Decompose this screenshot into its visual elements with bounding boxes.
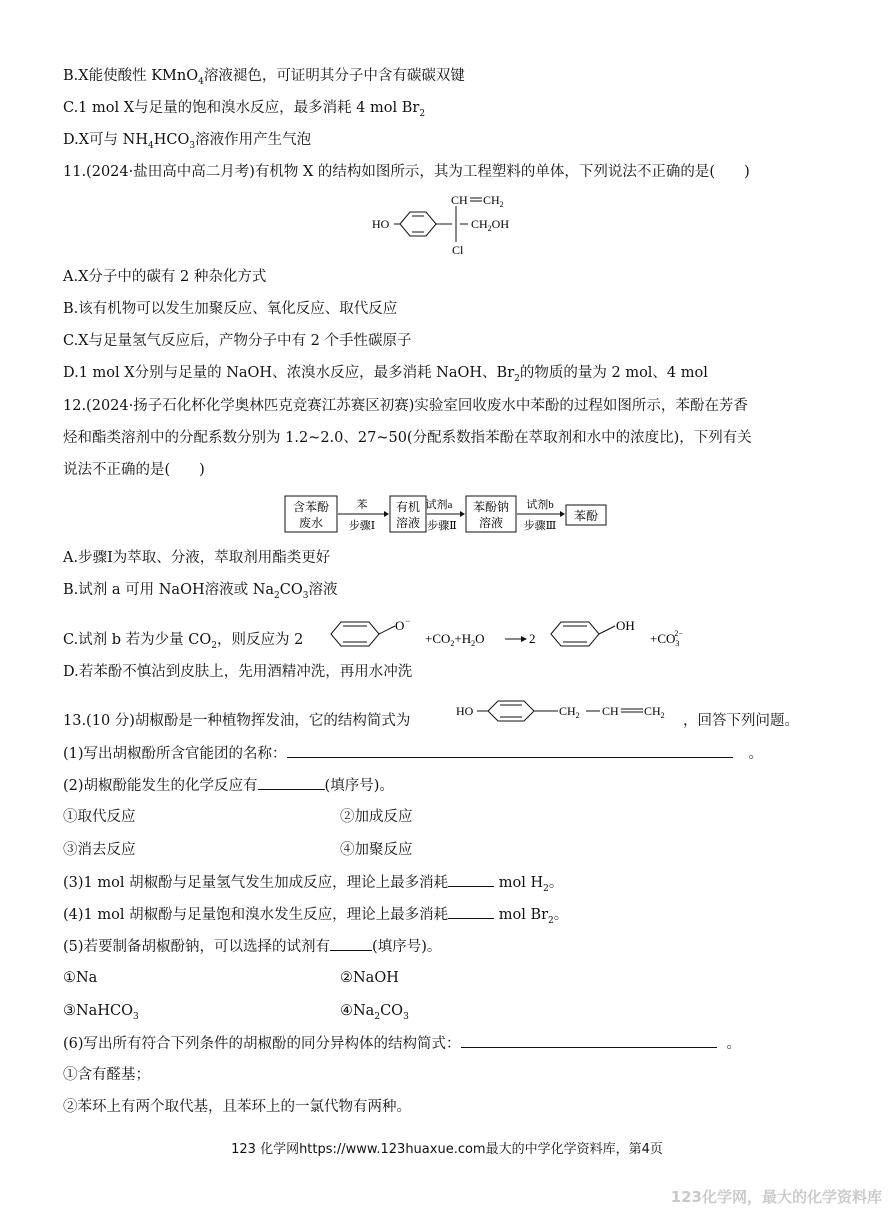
q13-condition-2: ②苯环上有两个取代基，且苯环上的一氯代物有两种。	[63, 1099, 411, 1115]
q10-option-d: D.X可与 $NH_4HCO_3$溶液作用产生气泡	[63, 132, 312, 151]
q13-reagent-3: ③NaHCO$_3$	[63, 1003, 139, 1022]
q13-option-3: ③消去反应	[63, 842, 136, 858]
svg-text:CH2: $CH_2$	[483, 193, 504, 209]
q13-option-2: ②加成反应	[340, 809, 413, 825]
q13-reagent-1: ①Na	[63, 970, 98, 986]
q13-part6: (6)写出所有符合下列条件的胡椒酚的同分异构体的结构简式： 。	[63, 1033, 741, 1054]
svg-text:CH	[451, 193, 468, 207]
q13-stem-end: ，回答下列问题。	[683, 713, 799, 729]
q13-ho: HO	[456, 704, 474, 718]
q13-part2: (2)胡椒酚能发生的化学反应有 (填序号)。	[63, 775, 394, 796]
q13-stem: 13.(10 分)胡椒酚是一种植物挥发油，它的结构简式为	[63, 713, 411, 729]
q13-structure-diagram	[454, 698, 679, 724]
q13-answer-blank-1[interactable]	[287, 743, 733, 758]
flow-box2-l2: 溶液	[395, 516, 421, 530]
flow-arrow3-top: 试剂b	[526, 499, 554, 511]
q12-stem-line1: 12.(2024·扬子石化杯化学奥林匹克竞赛江苏赛区初赛)实验室回收废水中苯酚的过程如图所示，苯酚在芳香	[63, 398, 748, 414]
q13-answer-blank-3[interactable]	[448, 872, 494, 887]
q11-stem: 11.(2024·盐田高中高二月考)有机物 X 的结构如图所示，其为工程塑料的单体，下列说法不正确的是( )	[63, 164, 750, 180]
q11-top-ch2: CH	[483, 193, 500, 207]
equation-reagents: $+CO_2+H_2O$	[425, 631, 485, 648]
q12-option-c-prefix: C.试剂 b 若为少量 $CO_2$，则反应为 2	[63, 632, 304, 651]
carbonate: $+CO_32-$	[650, 629, 683, 648]
q12-flow-diagram	[284, 494, 610, 536]
equation-coefficient: 2	[529, 631, 536, 646]
q11-option-c: C.X与足量氢气反应后，产物分子中有 2 个手性碳原子	[63, 333, 412, 349]
q12-stem-line3: 说法不正确的是( )	[63, 462, 205, 478]
q13-condition-1: ①含有醛基；	[63, 1067, 150, 1083]
flow-arrow2-top: 试剂a	[425, 499, 453, 511]
q12-option-c-equation	[325, 612, 715, 656]
q10-option-c: C.1 mol X与足量的饱和溴水反应，最多消耗 4 mol $Br_2$	[63, 100, 426, 119]
phenoxide-minus: −	[405, 616, 411, 626]
q11-cl: Cl	[452, 243, 464, 257]
q13-answer-blank-6[interactable]	[461, 1033, 717, 1048]
flow-box2-l1: 有机	[395, 500, 421, 514]
flow-box3-l1: 苯酚钠	[472, 500, 510, 514]
q11-top-ch: CH	[451, 193, 468, 207]
svg-text:CH2: $CH_2$	[559, 704, 580, 720]
benzene-ring-icon	[488, 701, 534, 721]
svg-text:CH2: $CH_2$	[644, 704, 665, 720]
q12-option-b: B.试剂 a 可用 NaOH溶液或 $Na_2CO_3$溶液	[63, 582, 338, 601]
q11-structure-diagram	[370, 190, 530, 260]
q11-option-b: B.该有机物可以发生加聚反应、氧化反应、取代反应	[63, 301, 398, 317]
flow-box1-l1: 含苯酚	[292, 500, 330, 514]
q13-option-1: ①取代反应	[63, 809, 136, 825]
q13-answer-blank-4[interactable]	[448, 904, 494, 919]
phenol-oh: OH	[616, 618, 635, 633]
flow-arrow2-bottom: 步骤Ⅱ	[427, 520, 457, 532]
q13-part1: (1)写出胡椒酚所含官能团的名称： 。	[63, 743, 763, 764]
q11-option-a: A.X分子中的碳有 2 种杂化方式	[63, 269, 267, 285]
flow-arrow1-bottom: 步骤Ⅰ	[348, 520, 376, 532]
reaction-arrow-icon	[521, 636, 527, 642]
q13-reagent-4: $④Na_2CO_3$	[340, 1003, 409, 1022]
svg-text:CH: CH	[602, 704, 619, 718]
page-footer: 123 化学网https://www.123huaxue.com最大的中学化学资料库，第4页	[231, 1142, 663, 1157]
q12-option-d: D.若苯酚不慎沾到皮肤上，先用酒精冲洗，再用水冲洗	[63, 664, 413, 680]
q13-answer-blank-5[interactable]	[330, 936, 372, 951]
q12-stem-line2: 烃和酯类溶剂中的分配系数分别为 1.2~2.0、27~50(分配系数指苯酚在萃取剂和水中的浓度比)，下列有关	[63, 430, 752, 446]
q13-reagent-2: ②NaOH	[340, 970, 399, 986]
q13-part4: (4)1 mol 胡椒酚与足量饱和溴水发生反应，理论上最多消耗 mol $Br_2$。	[63, 904, 568, 931]
q13-option-4: ④加聚反应	[340, 842, 413, 858]
q10-option-b: B.X能使酸性 KMnO$_4$溶液褪色，可证明其分子中含有碳碳双键	[63, 68, 465, 87]
flow-box3-l2: 溶液	[478, 516, 504, 530]
flow-arrow1-top: 苯	[356, 499, 368, 511]
q11-ho-label: HO	[372, 217, 390, 231]
flow-arrow3-bottom: 步骤Ⅲ	[523, 520, 557, 532]
flow-box1-l2: 废水	[298, 516, 324, 530]
phenoxide-o: O	[395, 618, 405, 633]
q13-part5: (5)若要制备胡椒酚钠，可以选择的试剂有 (填序号)。	[63, 936, 441, 957]
site-watermark: 123化学网，最大的化学资料库	[670, 1188, 882, 1206]
q11-option-d: D.1 mol X分别与足量的 NaOH、浓溴水反应，最多消耗 NaOH、$Br_2$的物质的量为 2 mol、4 mol	[63, 365, 708, 384]
svg-text:CH2OH: $CH_2OH$	[471, 217, 510, 233]
q11-ch2oh: CH	[471, 217, 488, 231]
q13-part3: (3)1 mol 胡椒酚与足量氢气发生加成反应，理论上最多消耗 mol $H_2$。	[63, 872, 563, 899]
q12-option-a: A.步骤Ⅰ为萃取、分液，萃取剂用酯类更好	[63, 550, 331, 566]
flow-box4: 苯酚	[573, 509, 599, 523]
q13-answer-blank-2[interactable]	[258, 775, 325, 790]
